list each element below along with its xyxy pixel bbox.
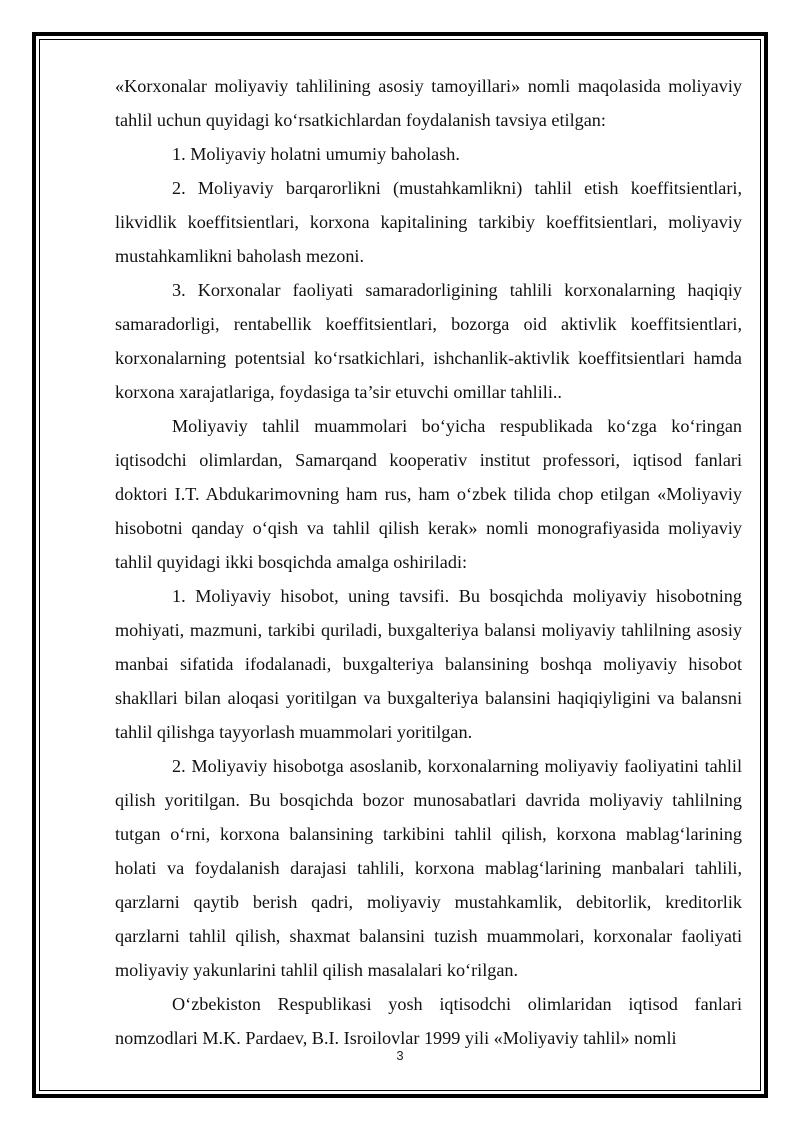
paragraph-2: 1. Moliyaviy holatni umumiy baholash. [172, 144, 460, 164]
paragraph-3: 2. Moliyaviy barqarorlikni (mustahkamlikni) tahlil etish koeffitsientlari, likvidlik koeffitsientlari, korxona kapitalining tarkibiy koeffitsientlari, moliyaviy mustahkamlikni baholash mezoni. [115, 178, 742, 266]
paragraph-7: 2. Moliyaviy hisobotga asoslanib, korxonalarning moliyaviy faoliyatini tahlil qilish yoritilgan. Bu bosqichda bozor munosabatlari davrida moliyaviy tahlilning tutgan oʻrni, korxona balansining tarkibini tahlil qilish, korxona mablagʻlarining holati va foydalanish darajasi tahlili, korxona mablagʻlarining manbalari tahlili, qarzlarni qaytib berish qadri, moliyaviy mustahkamlik, debitorlik, kreditorlik qarzlarni tahlil qilish, shaxmat balansini tuzish muammolari, korxonalar faoliyati moliyaviy yakunlarini tahlil qilish masalalari koʻrilgan. [115, 756, 742, 980]
paragraph-1: «Korxonalar moliyaviy tahlilining asosiy tamoyillari» nomli maqolasida moliyaviy tahlil uchun quyidagi koʻrsatkichlardan foydalanish tavsiya etilgan: [115, 76, 742, 130]
page-number: 3 [396, 1048, 404, 1063]
paragraph-5: Moliyaviy tahlil muammolari boʻyicha respublikada koʻzga koʻringan iqtisodchi olimlardan, Samarqand kooperativ institut professori, iqtisod fanlari doktori I.T. Abdukarimovning ham rus, ham oʻzbek tilida chop etilgan «Moliyaviy hisobotni qanday oʻqish va tahlil qilish kerak» nomli monografiyasida moliyaviy tahlil quyidagi ikki bosqichda amalga oshiriladi: [115, 416, 742, 572]
paragraph-8: Oʻzbekiston Respublikasi yosh iqtisodchi olimlaridan iqtisod fanlari nomzodlari M.K. Pardaev, B.I. Isroilovlar 1999 yili «Moliyaviy tahlil» nomli [115, 994, 742, 1048]
paragraph-4: 3. Korxonalar faoliyati samaradorligining tahlili korxonalarning haqiqiy samaradorligi, rentabellik koeffitsientlari, bozorga oid aktivlik koeffitsientlari, korxonalarning potentsial koʻrsatkichlari, ishchanlik-aktivlik koeffitsientlari hamda korxona xarajatlariga, foydasiga ta’sir etuvchi omillar tahlili.. [115, 280, 742, 402]
document-body [115, 69, 742, 1055]
paragraph-6: 1. Moliyaviy hisobot, uning tavsifi. Bu bosqichda moliyaviy hisobotning mohiyati, mazmuni, tarkibi quriladi, buxgalteriya balansi moliyaviy tahlilning asosiy manbai sifatida ifodalanadi, buxgalteriya balansining boshqa moliyaviy hisobot shakllari bilan aloqasi yoritilgan va buxgalteriya balansini haqiqiyligini va balansni tahlil qilishga tayyorlash muammolari yoritilgan. [115, 586, 742, 742]
